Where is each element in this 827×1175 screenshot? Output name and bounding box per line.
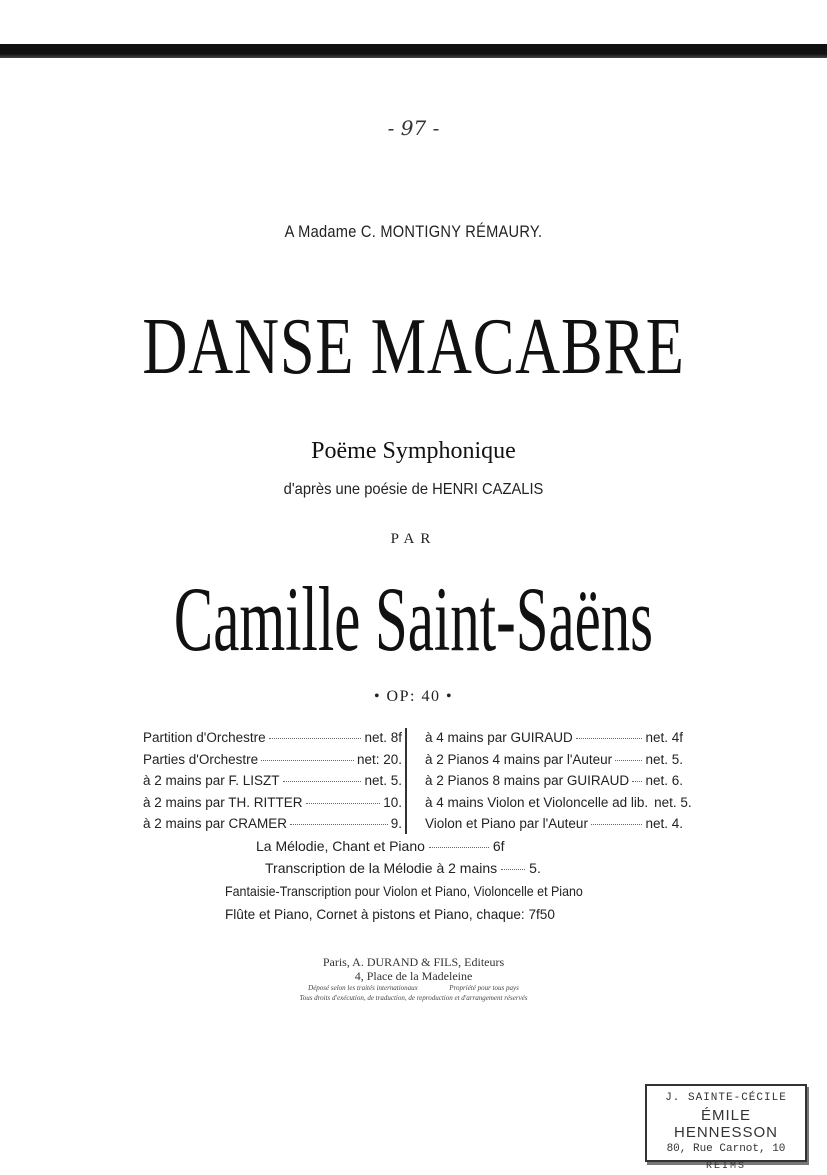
dot-leader: [576, 737, 643, 739]
edition-price: net. 5.: [645, 751, 683, 767]
edition-price: net. 5.: [654, 794, 692, 810]
edition-label: à 4 mains Violon et Violoncelle ad lib.: [425, 794, 649, 810]
edition-price: net. 4f: [645, 730, 683, 745]
stamp-line-3: 80, Rue Carnot, 10: [666, 1143, 786, 1155]
dot-leader: [269, 737, 362, 739]
dot-leader: [501, 869, 525, 870]
edition-price: net. 8f: [364, 730, 402, 745]
stamp-line-4: REIMS: [705, 1161, 746, 1172]
page-number: - 97 -: [387, 116, 440, 140]
price-row: [425, 816, 683, 838]
composer-name: Camille Saint-Saëns: [173, 568, 654, 670]
edition-label: à 2 mains par TH. RITTER: [143, 794, 303, 810]
stamp-line-2: ÉMILE HENNESSON: [673, 1107, 779, 1141]
dot-leader: [290, 823, 388, 825]
edition-price: net. 5.: [364, 773, 402, 788]
price-row: [425, 794, 692, 817]
edition-price: 9.: [390, 816, 402, 831]
melodie-price: 6f: [492, 838, 505, 854]
price-row: [143, 730, 402, 752]
edition-label: à 2 mains par F. LISZT: [143, 773, 280, 788]
melodie-line: [256, 838, 505, 854]
price-row: [143, 816, 402, 838]
dot-leader: [632, 780, 642, 782]
dedication: A Madame C. MONTIGNY RÉMAURY.: [284, 222, 543, 241]
price-row: [143, 773, 402, 795]
edition-label: à 2 mains par CRAMER: [143, 816, 288, 831]
top-border-bar: [0, 44, 827, 58]
melodie-label: La Mélodie, Chant et Piano: [256, 838, 425, 854]
price-list-left: [143, 730, 402, 838]
price-row: [425, 773, 683, 795]
par-label: PAR: [390, 531, 437, 547]
price-row: [425, 730, 683, 752]
dot-leader: [261, 759, 354, 761]
price-list-right: [425, 730, 692, 838]
flute-line: Flûte et Piano, Cornet à pistons et Piano, chaque: 7f50: [225, 906, 555, 922]
price-row: [143, 752, 402, 774]
dot-leader: [306, 802, 381, 804]
opus-number: • OP: 40 •: [373, 688, 454, 705]
edition-price: 10.: [383, 794, 402, 810]
stamp-line-1: J. SAINTE-CÉCILE: [665, 1092, 787, 1104]
publisher-line-1: Paris, A. DURAND & FILS, Editeurs: [322, 955, 505, 969]
edition-label: à 4 mains par GUIRAUD: [425, 730, 573, 745]
fantaisie-line: Fantaisie-Transcription pour Violon et Piano, Violoncelle et Piano: [225, 883, 583, 899]
transcription-price: 5.: [529, 860, 541, 876]
column-divider: [405, 728, 417, 834]
rights-reserved-note: Tous droits d'exécution, de traduction, de reproduction et d'arrangement réservés: [299, 994, 528, 1002]
dot-leader: [615, 759, 642, 761]
publisher-address: 4, Place de la Madeleine: [354, 969, 473, 983]
title: DANSE MACABRE: [142, 303, 685, 391]
edition-label: Violon et Piano par l'Auteur: [425, 816, 588, 831]
dot-leader: [283, 780, 362, 782]
transcription-label: Transcription de la Mélodie à 2 mains: [265, 860, 498, 876]
edition-label: à 2 Pianos 8 mains par GUIRAUD: [425, 773, 630, 788]
price-row: [143, 795, 402, 817]
copyright-property: Propriété pour tous pays: [449, 984, 519, 992]
dot-leader: [591, 823, 643, 825]
edition-price: net: 20.: [356, 751, 402, 767]
edition-label: Parties d'Orchestre: [143, 751, 259, 767]
edition-label: à 2 Pianos 4 mains par l'Auteur: [425, 751, 613, 767]
dot-leader: [429, 847, 489, 848]
price-row: [425, 752, 683, 774]
copyright-note: [0, 984, 827, 992]
subtitle: Poëme Symphonique: [311, 438, 516, 464]
copyright-deposit: Déposé selon les traités internationaux: [308, 984, 418, 992]
edition-label: Partition d'Orchestre: [143, 730, 266, 745]
transcription-line: [265, 860, 541, 876]
poem-credit: d'après une poésie de HENRI CAZALIS: [283, 481, 544, 498]
edition-price: net. 4.: [645, 816, 683, 831]
library-stamp: [645, 1084, 807, 1172]
edition-price: net. 6.: [645, 773, 683, 788]
